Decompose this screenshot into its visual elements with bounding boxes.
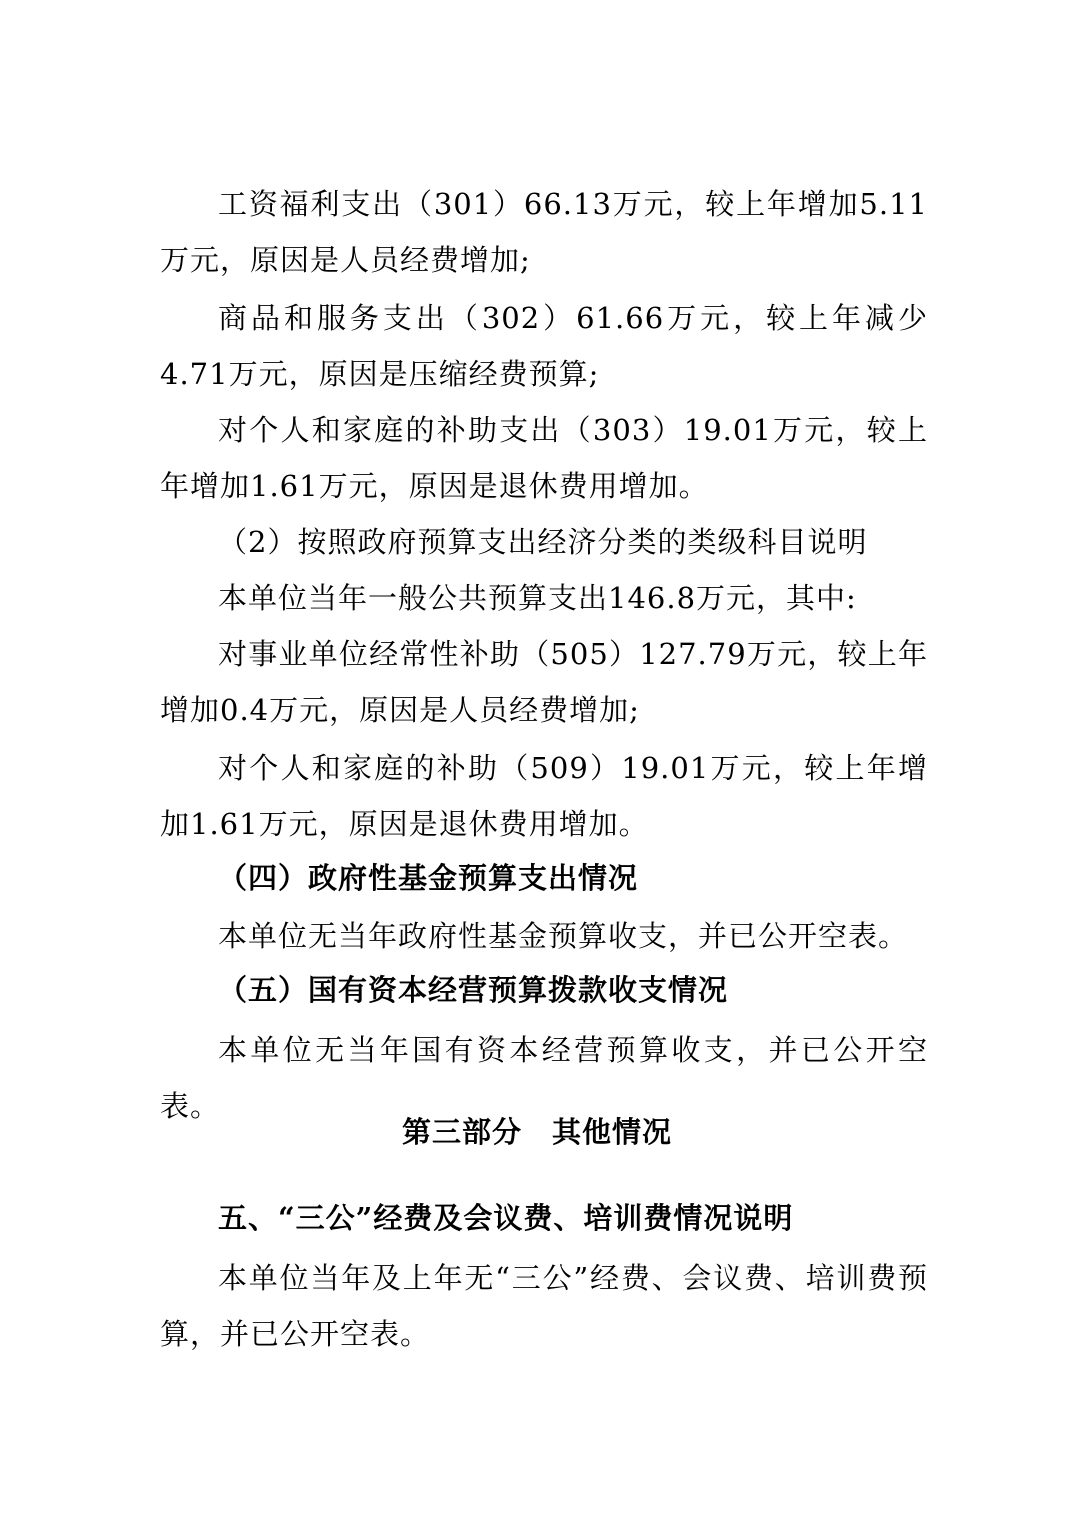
heading-government-fund-budget: （四）政府性基金预算支出情况 [218, 861, 639, 895]
paragraph-economic-classification-note: （2）按照政府预算支出经济分类的类级科目说明 [218, 525, 868, 559]
paragraph-personal-family-subsidy: 对个人和家庭的补助支出（303）19.01万元，较上年增加1.61万元，原因是退休费用增加。 [160, 413, 928, 503]
paragraph-goods-services: 商品和服务支出（302）61.66万元，较上年减少4.71万元，原因是压缩经费预算; [160, 301, 928, 391]
paragraph-no-government-fund: 本单位无当年政府性基金预算收支，并已公开空表。 [218, 919, 909, 953]
paragraph-no-state-capital: 本单位无当年国有资本经营预算收支，并已公开空表。 [160, 1033, 928, 1123]
paragraph-general-budget-total: 本单位当年一般公共预算支出146.8万元，其中: [218, 581, 857, 615]
section-title-part-three: 第三部分 其他情况 [401, 1115, 672, 1149]
paragraph-institution-subsidy: 对事业单位经常性补助（505）127.79万元，较上年增加0.4万元，原因是人员经费增加; [160, 637, 928, 727]
heading-state-capital-budget: （五）国有资本经营预算拨款收支情况 [218, 973, 729, 1007]
heading-three-public-expenses: 五、“三公”经费及会议费、培训费情况说明 [218, 1201, 794, 1235]
paragraph-personal-family-subsidy-509: 对个人和家庭的补助（509）19.01万元，较上年增加1.61万元，原因是退休费用增加。 [160, 751, 928, 841]
paragraph-three-public-expenses: 本单位当年及上年无“三公”经费、会议费、培训费预算，并已公开空表。 [160, 1261, 928, 1351]
paragraph-wage-welfare: 工资福利支出（301）66.13万元，较上年增加5.11万元，原因是人员经费增加; [160, 187, 928, 277]
